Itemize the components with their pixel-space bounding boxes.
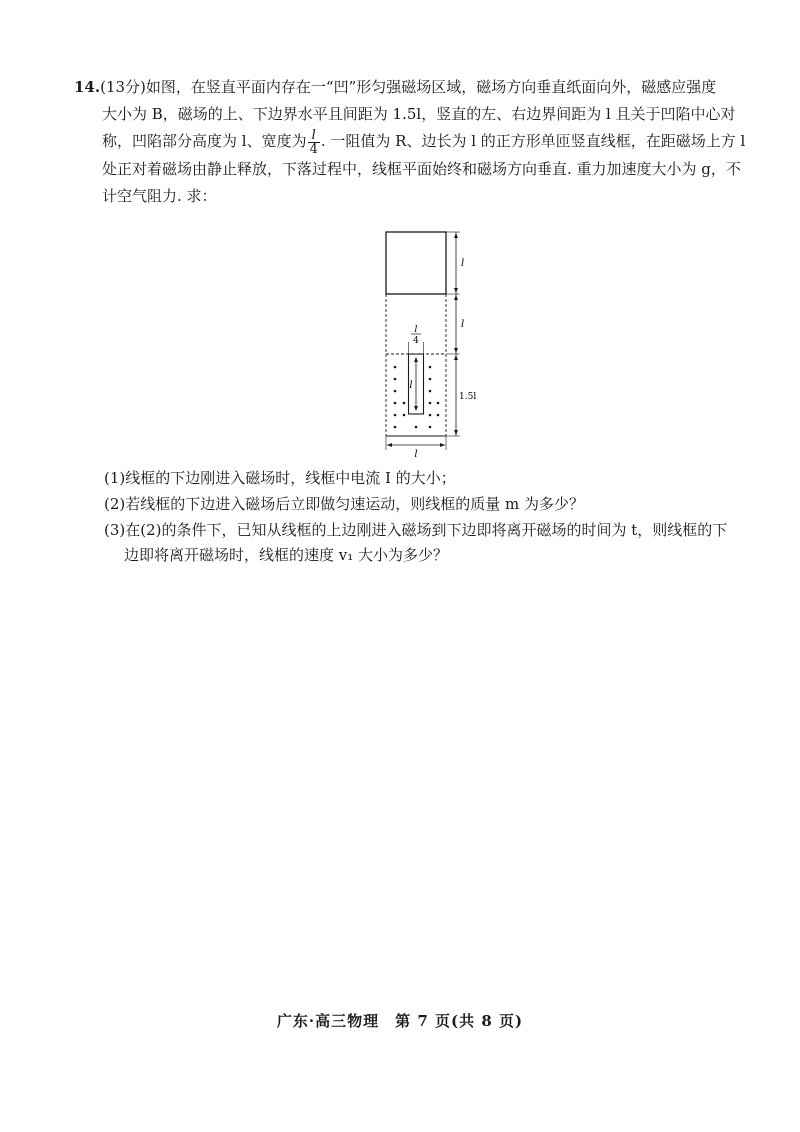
subquestion-3-continued: 边即将离开磁场时，线框的速度 v₁ 大小为多少？ <box>124 546 449 564</box>
subquestion-1-label: (1) <box>104 469 126 487</box>
dim-arrow-3 <box>454 295 458 300</box>
question-14 <box>74 74 764 210</box>
dim-label-frame: l <box>461 258 465 269</box>
question-line-1 <box>74 74 764 101</box>
question-text-3b: . 一阻值为 R、边长为 l 的正方形单匝竖直线框，在距磁场上方 l <box>320 132 746 150</box>
subquestion-3-text: 在(2)的条件下，已知从线框的上边刚进入磁场到下边即将离开磁场的时间为 t，则线框的下 <box>125 521 728 539</box>
dim-label-field: 1.5l <box>459 392 477 402</box>
question-line-4: 处正对着磁场由静止释放，下落过程中，线框平面始终和磁场方向垂直. 重力加速度大小为 g，不 <box>102 159 741 178</box>
page-footer: 广东·高三物理 第 7 页(共 8 页) <box>276 1012 524 1030</box>
dim-label-gap: l <box>461 319 465 330</box>
notch-width-num: l <box>414 325 418 335</box>
subquestion-2-label: (2) <box>104 495 126 513</box>
question-line-5: 计空气阻力. 求： <box>102 186 217 205</box>
wire-frame <box>386 232 446 294</box>
question-score: (13分) <box>100 78 146 96</box>
bottom-dim-arrow-right <box>440 443 445 447</box>
dim-arrow-1 <box>454 233 458 238</box>
subquestion-2-text: 若线框的下边进入磁场后立即做匀速运动，则线框的质量 m 为多少？ <box>125 495 585 513</box>
subquestion-2 <box>104 492 774 517</box>
subquestion-3-label: (3) <box>104 521 126 539</box>
dim-arrow-6 <box>454 430 458 435</box>
subquestion-1-text: 线框的下边刚进入磁场时，线框中电流 I 的大小； <box>125 469 456 487</box>
dim-arrow-5 <box>454 355 458 360</box>
question-number: 14. <box>74 78 101 96</box>
fraction-denominator: 4 <box>309 141 318 157</box>
question-text-3a: 称，凹陷部分高度为 l、宽度为 <box>102 132 307 150</box>
question-text-1: 如图，在竖直平面内存在一“凹”形匀强磁场区域，磁场方向垂直纸面向外，磁感应强度 <box>145 78 717 96</box>
notch-height-label: l <box>409 380 413 391</box>
bottom-dim-label: l <box>414 449 418 460</box>
dim-arrow-2 <box>454 288 458 293</box>
question-line-2: 大小为 B，磁场的上、下边界水平且间距为 1.5l，竖直的左、右边界间距为 l 且关于凹陷中心对 <box>102 105 736 123</box>
magnetic-field-diagram <box>378 228 508 460</box>
fraction-numerator: l <box>308 129 320 143</box>
subquestion-1 <box>104 466 774 491</box>
subquestion-3 <box>104 518 774 568</box>
notch-width-den: 4 <box>413 336 419 346</box>
bottom-dim-arrow-left <box>387 443 392 447</box>
fraction-l-over-4 <box>308 129 320 156</box>
question-line-3 <box>74 128 764 156</box>
dim-arrow-4 <box>454 348 458 353</box>
